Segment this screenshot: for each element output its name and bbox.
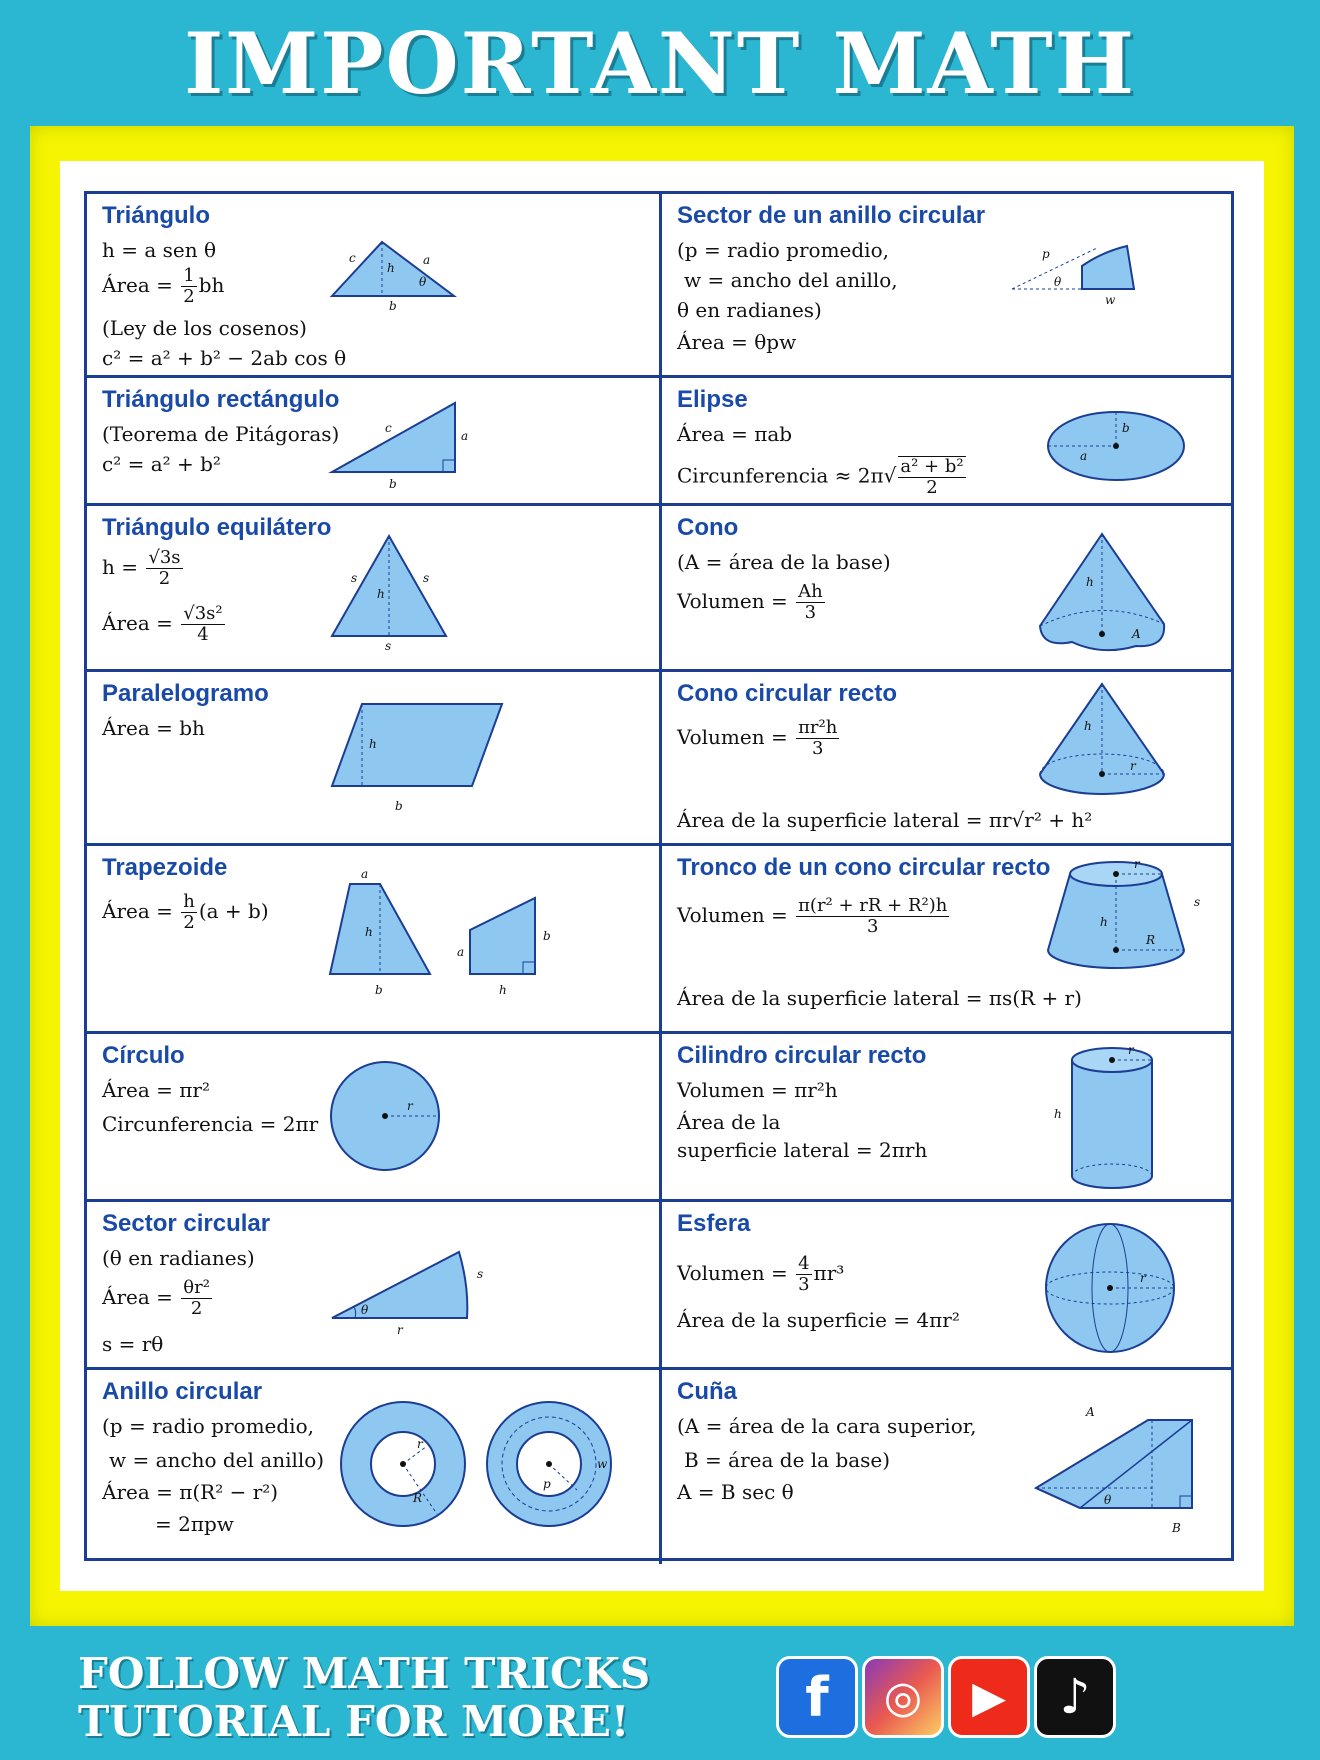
svg-text:h: h <box>1084 719 1092 733</box>
formula-line: Área = bh <box>102 716 205 740</box>
cell-title: Elipse <box>677 386 748 413</box>
right-triangle-diagram <box>327 398 477 494</box>
youtube-icon[interactable]: ▶ <box>948 1656 1030 1738</box>
cell-cono-recto <box>662 672 1231 843</box>
facebook-icon[interactable]: f <box>776 1656 858 1738</box>
svg-text:b: b <box>375 983 383 997</box>
svg-text:a: a <box>423 253 431 267</box>
cell-esfera <box>662 1202 1231 1367</box>
formula-line: Área = π(R² − r²) <box>102 1480 279 1504</box>
cell-triangulo <box>87 194 662 375</box>
svg-text:h: h <box>365 925 373 939</box>
notes-sheet <box>60 161 1264 1591</box>
circle-diagram <box>327 1054 447 1178</box>
svg-text:a: a <box>461 429 469 443</box>
svg-text:θ: θ <box>361 1303 369 1317</box>
svg-text:B: B <box>1172 1521 1181 1535</box>
right-cone-diagram <box>1032 678 1182 802</box>
svg-text:r: r <box>1140 1271 1146 1285</box>
svg-text:h: h <box>1100 915 1108 929</box>
formula-line: Área = πab <box>677 422 793 446</box>
svg-text:b: b <box>395 799 403 813</box>
parallelogram-diagram <box>327 698 507 818</box>
cell-cuna <box>662 1370 1231 1564</box>
cell-title: Círculo <box>102 1042 185 1069</box>
svg-text:h: h <box>499 983 507 997</box>
formula-line: Área = $\frac{1}{2}$ bh <box>102 265 225 307</box>
cell-triangulo-rectangulo <box>87 378 662 503</box>
formula-line: (Teorema de Pitágoras) <box>102 422 340 446</box>
formula-line: Área = πr² <box>102 1078 210 1102</box>
formula-line: (θ en radianes) <box>102 1246 255 1270</box>
cell-sector-anillo <box>662 194 1231 375</box>
formula-line: h = a sen θ <box>102 238 217 262</box>
formula-line: B = área de la base) <box>684 1448 891 1472</box>
cell-title: Triángulo <box>102 202 210 229</box>
cell-title: Esfera <box>677 1210 751 1237</box>
formula-line: Área = $\frac{h}{2}$ (a + b) <box>102 891 269 933</box>
footer-line-1: FOLLOW MATH TRICKS <box>78 1649 651 1698</box>
svg-text:r: r <box>407 1099 413 1113</box>
svg-text:r: r <box>1134 857 1140 871</box>
cell-triangulo-equilatero <box>87 506 662 669</box>
cell-title: Sector de un anillo circular <box>677 202 986 229</box>
formula-line: Volumen = πr²h <box>677 1078 838 1102</box>
formula-line: Área de la superficie lateral = πr√r² + h² <box>677 808 1093 832</box>
svg-text:r: r <box>1128 1043 1134 1057</box>
row-3 <box>87 506 1231 672</box>
svg-text:w: w <box>597 1457 608 1471</box>
row-1 <box>87 194 1231 378</box>
svg-text:θ: θ <box>1054 275 1062 289</box>
svg-text:s: s <box>351 571 358 585</box>
svg-text:h: h <box>387 261 395 275</box>
circular-sector-diagram <box>327 1238 497 1338</box>
formula-line: Volumen = $\frac{4}{3}$ πr³ <box>677 1253 845 1295</box>
formula-line: Circunferencia = 2πr <box>102 1112 319 1136</box>
ellipse-diagram <box>1042 404 1192 488</box>
svg-text:A: A <box>1132 627 1141 641</box>
cell-tronco <box>662 846 1231 1031</box>
cell-circulo <box>87 1034 662 1199</box>
svg-text:r: r <box>397 1323 403 1337</box>
formula-line: (A = área de la base) <box>677 550 891 574</box>
cell-anillo <box>87 1370 662 1564</box>
cell-trapezoide <box>87 846 662 1031</box>
cell-cono <box>662 506 1231 669</box>
cell-title: Anillo circular <box>102 1378 263 1405</box>
formula-line: Área = $\frac{\text{√3s²}}{4}$ <box>102 603 223 645</box>
triangle-diagram <box>327 234 467 314</box>
formula-line: = 2πpw <box>155 1512 234 1536</box>
formula-grid <box>84 191 1234 1561</box>
footer-line-2: TUTORIAL FOR MORE! <box>78 1697 630 1746</box>
formula-line: Volumen = $\frac{\text{π(r² + rR + R²)h}}{3}$ <box>677 895 948 937</box>
cell-title: Sector circular <box>102 1210 271 1237</box>
svg-text:s: s <box>1194 895 1201 909</box>
formula-line: Área de la superficie lateral = πs(R + r) <box>677 986 1082 1010</box>
cell-title: Tronco de un cono circular recto <box>677 854 1051 881</box>
row-4 <box>87 672 1231 846</box>
page-title: IMPORTANT MATH <box>184 14 1136 113</box>
formula-line: (A = área de la cara superior, <box>677 1414 977 1438</box>
cell-title: Paralelogramo <box>102 680 269 707</box>
formula-line: (p = radio promedio, <box>102 1414 314 1438</box>
formula-line: w = ancho del anillo, <box>684 268 898 292</box>
wedge-diagram <box>1032 1392 1202 1542</box>
equilateral-triangle-diagram <box>327 526 457 656</box>
svg-text:w: w <box>1105 293 1116 307</box>
cylinder-diagram <box>1042 1042 1162 1202</box>
svg-text:b: b <box>389 299 397 313</box>
svg-text:c: c <box>385 421 392 435</box>
formula-line: A = B sec θ <box>677 1480 794 1504</box>
svg-text:s: s <box>477 1267 484 1281</box>
formula-line: c² = a² + b² − 2ab cos θ <box>102 346 347 370</box>
formula-line: Área de la <box>677 1110 781 1134</box>
svg-text:θ: θ <box>1104 1493 1112 1507</box>
social-icons <box>776 1656 1116 1738</box>
formula-line: superficie lateral = 2πrh <box>677 1138 928 1162</box>
svg-text:R: R <box>1146 933 1156 947</box>
cell-title: Cono circular recto <box>677 680 898 707</box>
cell-title: Cuña <box>677 1378 737 1405</box>
svg-text:b: b <box>1122 421 1130 435</box>
row-2 <box>87 378 1231 506</box>
svg-text:r: r <box>417 1437 423 1451</box>
cell-paralelogramo <box>87 672 662 843</box>
svg-text:s: s <box>385 639 392 653</box>
frustum-diagram <box>1042 854 1212 978</box>
formula-line: h = $\frac{√3s}{2}$ <box>102 547 181 589</box>
svg-text:A: A <box>1086 1405 1095 1419</box>
svg-text:s: s <box>423 571 430 585</box>
banner <box>0 0 1320 120</box>
cone-diagram <box>1032 526 1182 666</box>
ring-sector-diagram <box>1002 234 1162 314</box>
cell-title: Triángulo equilátero <box>102 514 332 541</box>
instagram-icon[interactable]: ◎ <box>862 1656 944 1738</box>
sphere-diagram <box>1042 1220 1182 1356</box>
cell-cilindro <box>662 1034 1231 1199</box>
svg-text:c: c <box>349 251 356 265</box>
svg-text:p: p <box>1042 247 1050 261</box>
svg-text:b: b <box>543 929 551 943</box>
svg-text:r: r <box>1130 759 1136 773</box>
yellow-frame <box>30 126 1294 1626</box>
row-5 <box>87 846 1231 1034</box>
svg-text:R: R <box>413 1491 423 1505</box>
svg-text:b: b <box>389 477 397 491</box>
formula-line: Volumen = $\frac{Ah}{3}$ <box>677 581 823 623</box>
footer-callout <box>78 1650 650 1746</box>
svg-text:a: a <box>457 945 465 959</box>
cell-title: Triángulo rectángulo <box>102 386 340 413</box>
svg-text:h: h <box>1054 1107 1062 1121</box>
formula-line: Circunferencia ≈ 2π√ $\frac{\text{a² + b²}}{2}$ <box>677 456 964 498</box>
formula-line: Área de la superficie = 4πr² <box>677 1308 960 1332</box>
formula-line: (Ley de los cosenos) <box>102 316 307 340</box>
formula-line: Volumen = $\frac{\text{πr²h}}{3}$ <box>677 717 838 759</box>
svg-text:θ: θ <box>419 275 427 289</box>
cell-title: Cilindro circular recto <box>677 1042 927 1069</box>
svg-text:h: h <box>377 587 385 601</box>
svg-text:a: a <box>361 867 369 881</box>
svg-text:h: h <box>1086 575 1094 589</box>
annulus-diagrams <box>337 1392 627 1542</box>
svg-text:h: h <box>369 737 377 751</box>
row-7 <box>87 1202 1231 1370</box>
svg-text:a: a <box>1080 449 1088 463</box>
formula-line: Área = θpw <box>677 330 797 354</box>
cell-elipse <box>662 378 1231 503</box>
row-8 <box>87 1370 1231 1564</box>
formula-line: (p = radio promedio, <box>677 238 889 262</box>
formula-line: c² = a² + b² <box>102 452 221 476</box>
tiktok-icon[interactable]: ♪ <box>1034 1656 1116 1738</box>
row-6 <box>87 1034 1231 1202</box>
formula-line: Área = $\frac{\text{θr²}}{2}$ <box>102 1277 210 1319</box>
cell-title: Trapezoide <box>102 854 228 881</box>
formula-line: w = ancho del anillo) <box>109 1448 325 1472</box>
svg-text:p: p <box>543 1477 551 1491</box>
formula-line: θ en radianes) <box>677 298 822 322</box>
cell-title: Cono <box>677 514 739 541</box>
trapezoid-diagrams <box>325 864 625 1004</box>
formula-line: s = rθ <box>102 1332 164 1356</box>
cell-sector <box>87 1202 662 1367</box>
